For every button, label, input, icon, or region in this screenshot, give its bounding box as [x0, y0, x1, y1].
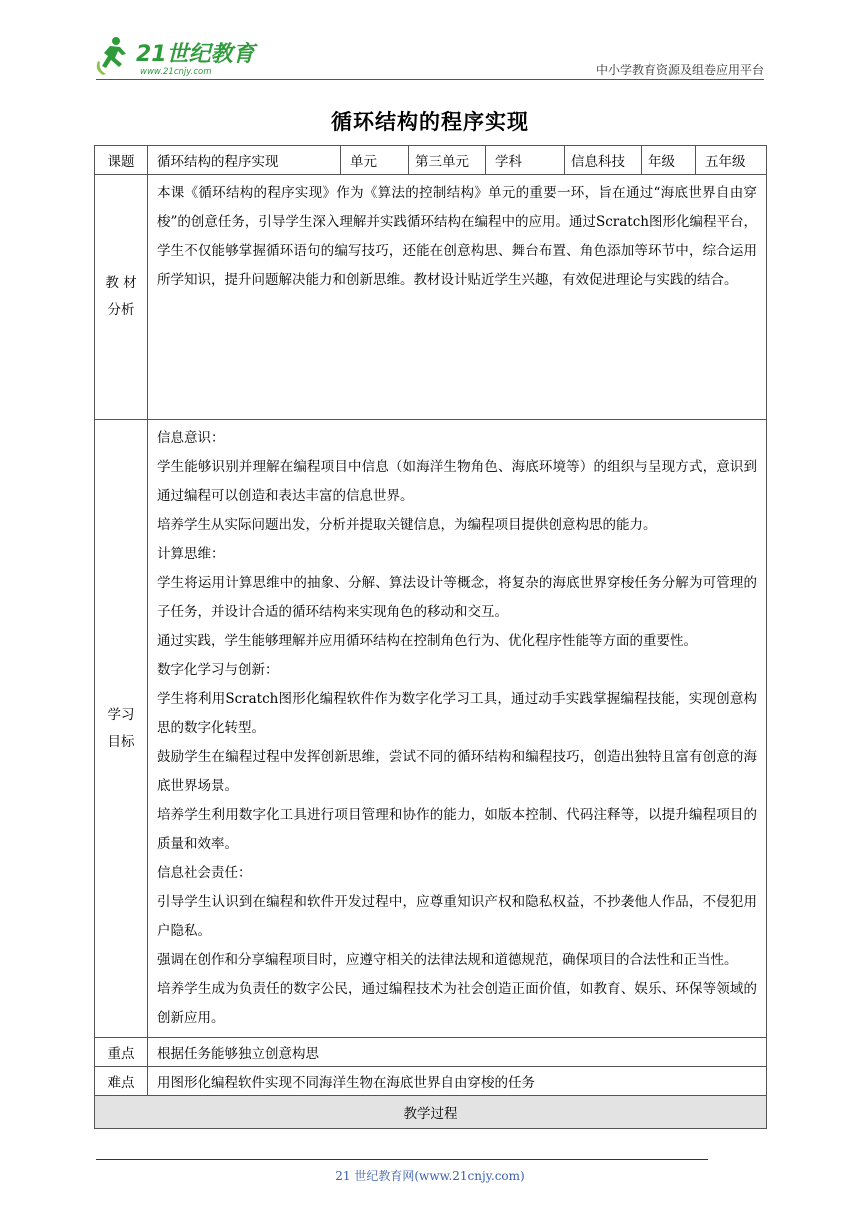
goals-label: [95, 420, 148, 1038]
footer-divider: [96, 1159, 708, 1160]
textbook-row: [95, 175, 767, 420]
goal-paragraph: 计算思维：: [157, 546, 225, 562]
info-row: [95, 146, 767, 175]
goal-paragraph: 信息社会责任：: [157, 865, 252, 881]
goal-paragraph: 学生能够识别并理解在编程项目中信息（如海洋生物角色、海底环境等）的组织与呈现方式，意识到通过编程可以创造和表达丰富的信息世界。: [157, 459, 757, 504]
unit-value: 第三单元: [409, 146, 486, 175]
goal-paragraph: 数字化学习与创新：: [157, 662, 279, 678]
goal-paragraph: 通过实践，学生能够理解并应用循环结构在控制角色行为、优化程序性能等方面的重要性。: [157, 633, 697, 649]
runner-icon: [97, 37, 126, 75]
grade-label: 年级: [642, 146, 696, 175]
goal-paragraph: 学生将运用计算思维中的抽象、分解、算法设计等概念，将复杂的海底世界穿梭任务分解为可管理的子任务，并设计合适的循环结构来实现角色的移动和交互。: [157, 575, 757, 620]
textbook-label-line1: 教 材: [105, 275, 137, 291]
key-point-row: [95, 1038, 767, 1067]
topic-label: 课题: [95, 146, 148, 175]
difficulty-row: [95, 1067, 767, 1096]
goal-paragraph: 鼓励学生在编程过程中发挥创新思维，尝试不同的循环结构和编程技巧，创造出独特且富有创意的海底世界场景。: [157, 749, 757, 794]
lesson-plan-table: [94, 145, 767, 1129]
grade-value: 五年级: [696, 146, 767, 175]
textbook-content: 本课《循环结构的程序实现》作为《算法的控制结构》单元的重要一环，旨在通过“海底世界自由穿梭”的创意任务，引导学生深入理解并实践循环结构在编程中的应用。通过Scratch图形化编程平台，学生不仅能够掌握循环语句的编写技巧，还能在创意构思、舞台布置、角色添加等环节中，综合运用所学知识，提升问题解决能力和创新思维。教材设计贴近学生兴趣，有效促进理论与实践的结合。: [157, 185, 757, 288]
logo-text: 21世纪教育: [136, 42, 255, 67]
goal-paragraph: 培养学生利用数字化工具进行项目管理和协作的能力，如版本控制、代码注释等，以提升编程项目的质量和效率。: [157, 807, 757, 852]
process-row: [95, 1096, 767, 1129]
goal-paragraph: 培养学生成为负责任的数字公民，通过编程技术为社会创造正面价值，如教育、娱乐、环保等领域的创新应用。: [157, 981, 757, 1026]
goals-label-line1: 学习: [107, 706, 135, 723]
goals-content-cell: [148, 420, 767, 1038]
platform-name: 中小学教育资源及组卷应用平台: [595, 63, 764, 77]
unit-label: 单元: [341, 146, 409, 175]
difficulty-content: 用图形化编程软件实现不同海洋生物在海底世界自由穿梭的任务: [148, 1067, 767, 1096]
header-divider: [96, 79, 764, 80]
key-point-content: 根据任务能够独立创意构思: [148, 1038, 767, 1067]
goal-paragraph: 引导学生认识到在编程和软件开发过程中，应尊重知识产权和隐私权益，不抄袭他人作品，不侵犯用户隐私。: [157, 894, 757, 939]
goal-paragraph: 信息意识：: [157, 430, 225, 446]
logo-url: www.21cnjy.com: [140, 67, 212, 77]
subject-value: 信息科技: [565, 146, 642, 175]
logo: [96, 34, 266, 78]
subject-label: 学科: [486, 146, 565, 175]
difficulty-label: 难点: [95, 1067, 148, 1096]
goals-label-line2: 目标: [107, 733, 135, 750]
goal-paragraph: 培养学生从实际问题出发，分析并提取关键信息，为编程项目提供创意构思的能力。: [157, 517, 657, 533]
footer-text: 21 世纪教育网(www.21cnjy.com): [335, 1169, 525, 1183]
textbook-label-line2: 分析: [107, 302, 135, 318]
page-title: 循环结构的程序实现: [331, 109, 529, 134]
textbook-content-cell: [148, 175, 767, 420]
process-header: 教学过程: [95, 1096, 767, 1129]
page-header: [96, 34, 764, 80]
key-point-label: 重点: [95, 1038, 148, 1067]
goal-paragraph: 学生将利用Scratch图形化编程软件作为数字化学习工具，通过动手实践掌握编程技能，实现创意构思的数字化转型。: [157, 691, 757, 736]
topic-value: 循环结构的程序实现: [148, 146, 341, 175]
textbook-label: [95, 175, 148, 420]
goals-row: [95, 420, 767, 1038]
goal-paragraph: 强调在创作和分享编程项目时，应遵守相关的法律法规和道德规范，确保项目的合法性和正当性。: [157, 952, 738, 968]
